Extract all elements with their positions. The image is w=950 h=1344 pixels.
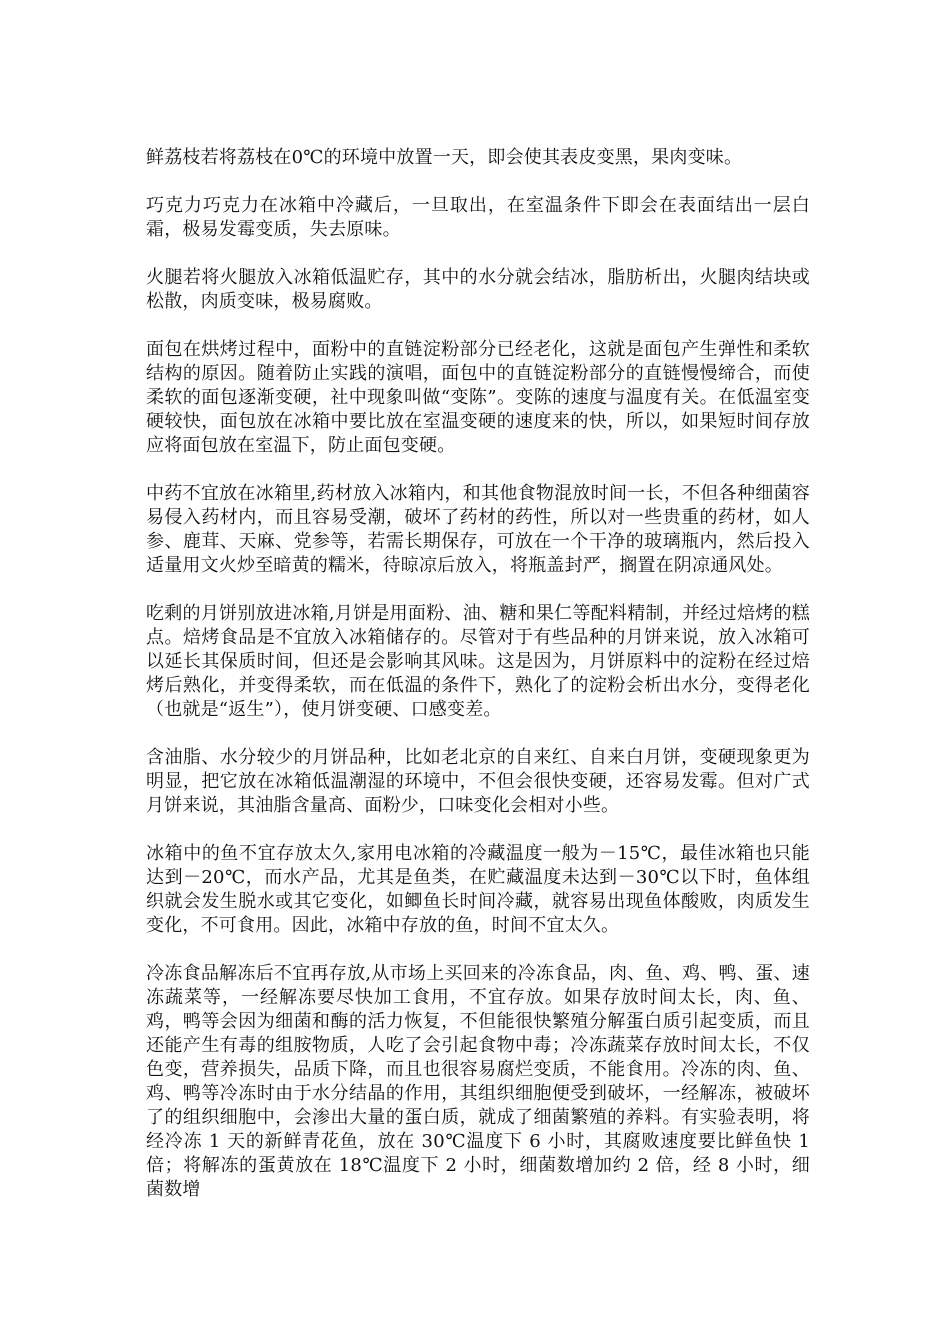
paragraph-lychee: 鲜荔枝若将荔枝在0℃的环境中放置一天，即会使其表皮变黑，果肉变味。: [146, 147, 743, 168]
paragraph-frozen-food: 冷冻食品解冻后不宜再存放,从市场上买回来的冷冻食品，肉、鱼、鸡、鸭、蛋、速冻蔬菜等，一经解冻要尽快加工食用，不宜存放。如果存放时间太长，肉、鱼、鸡，鸭等会因为细菌和酶的活力恢复，不但能很快繁殖分解蛋白质引起变质，而且还能产生有毒的组胺物质，人吃了会引起食物中毒；冷冻蔬菜存放时间太长，不仅色变，营养损失，品质下降，而且也很容易腐烂变质，不能食用。冷冻的肉、鱼、鸡、鸭等冷冻时由于水分结晶的作用，其组织细胞便受到破坏，一经解冻，被破坏了的组织细胞中，会渗出大量的蛋白质，就成了细菌繁殖的养料。有实验表明，将经冷冻 1 天的新鲜青花鱼，放在 30℃温度下 6 小时，其腐败速度要比鲜鱼快 1 倍；将解冻的蛋黄放在 18℃温度下 2 小时，细菌数增加约 2 倍，经 8 小时，细菌数增: [146, 963, 810, 1200]
paragraph-mooncake: 吃剩的月饼别放进冰箱,月饼是用面粉、油、糖和果仁等配料精制，并经过焙烤的糕点。焙烤食品是不宜放入冰箱储存的。尽管对于有些品种的月饼来说，放入冰箱可以延长其保质时间，但还是会影响其风味。这是因为，月饼原料中的淀粉在经过焙烤后熟化，并变得柔软，而在低温的条件下，熟化了的淀粉会析出水分，变得老化（也就是“返生”），使月饼变硬、口感变差。: [146, 603, 810, 720]
paragraph-chinese-medicine: 中药不宜放在冰箱里,药材放入冰箱内，和其他食物混放时间一长，不但各种细菌容易侵入药材内，而且容易受潮，破坏了药材的药性，所以对一些贵重的药材，如人参、鹿茸、天麻、党参等，若需长期保存，可放在一个干净的玻璃瓶内，然后投入适量用文火炒至暗黄的糯米，待晾凉后放入，将瓶盖封严，搁置在阴凉通风处。: [146, 483, 810, 576]
paragraph-ham: 火腿若将火腿放入冰箱低温贮存，其中的水分就会结冰，脂肪析出，火腿肉结块或松散，肉质变味，极易腐败。: [146, 267, 810, 312]
document-body: [146, 146, 810, 1226]
paragraph-mooncake-varieties: 含油脂、水分较少的月饼品种，比如老北京的自来红、自来白月饼，变硬现象更为明显，把它放在冰箱低温潮湿的环境中，不但会很快变硬，还容易发霉。但对广式月饼来说，其油脂含量高、面粉少，口味变化会相对小些。: [146, 747, 810, 816]
paragraph-fish: 冰箱中的鱼不宜存放太久,家用电冰箱的冷藏温度一般为－15℃，最佳冰箱也只能达到－20℃，而水产品，尤其是鱼类，在贮藏温度未达到－30℃以下时，鱼体组织就会发生脱水或其它变化，如鲫鱼长时间冷藏，就容易出现鱼体酸败，肉质发生变化，不可食用。因此，冰箱中存放的鱼，时间不宜太久。: [146, 843, 810, 936]
paragraph-chocolate: 巧克力巧克力在冰箱中冷藏后，一旦取出，在室温条件下即会在表面结出一层白霜，极易发霉变质，失去原味。: [146, 195, 810, 240]
paragraph-bread: 面包在烘烤过程中，面粉中的直链淀粉部分已经老化，这就是面包产生弹性和柔软结构的原因。随着防止实践的演唱，面包中的直链淀粉部分的直链慢慢缔合，而使柔软的面包逐渐变硬，社中现象叫做“变陈”。变陈的速度与温度有关。在低温室变硬较快，面包放在冰箱中要比放在室温变硬的速度来的快，所以，如果短时间存放应将面包放在室温下，防止面包变硬。: [146, 339, 810, 456]
